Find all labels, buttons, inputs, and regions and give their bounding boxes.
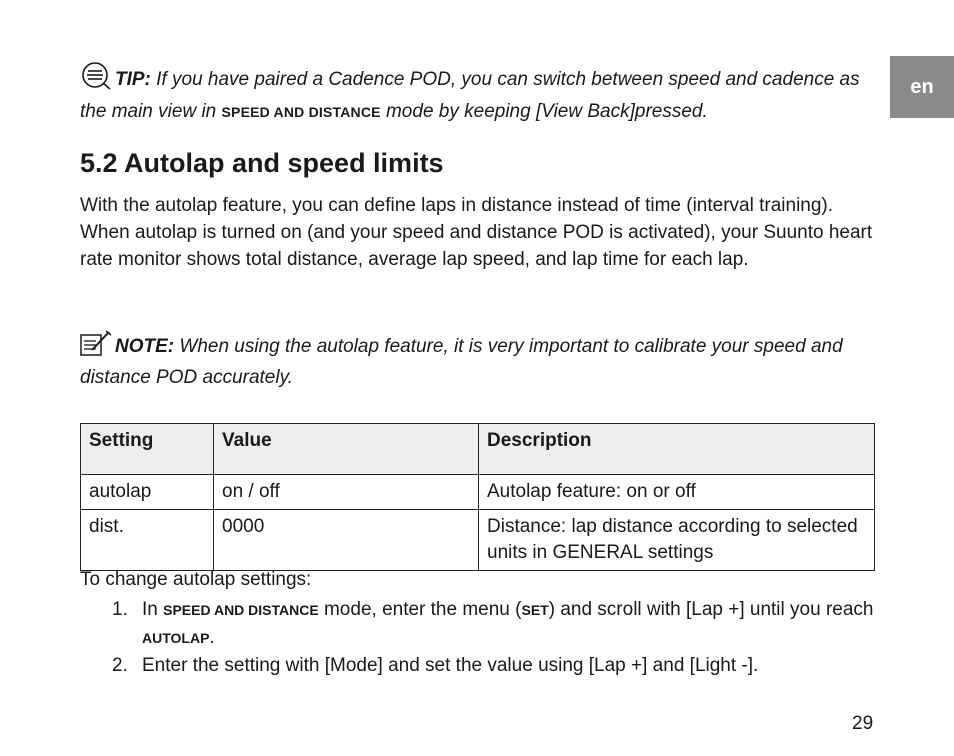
step-number: 2. bbox=[112, 655, 128, 676]
step-set-name: SET bbox=[521, 602, 549, 618]
table-row bbox=[81, 475, 875, 510]
step-mode-name: SPEED AND DISTANCE bbox=[163, 602, 319, 618]
change-settings-intro: To change autolap settings: bbox=[80, 569, 312, 590]
intro-paragraph: With the autolap feature, you can define laps in distance instead of time (interval training). When autolap is turned on (and your speed and distance POD is activated), your Suunto heart rate monitor shows total distance, average lap speed, and lap time for each lap. bbox=[80, 195, 873, 270]
table-header-row bbox=[81, 424, 875, 475]
note-text: When using the autolap feature, it is very important to calibrate your speed and distance POD accurately. bbox=[80, 336, 843, 388]
step-text: Enter the setting with [Mode] and set the value using [Lap +] and [Light -]. bbox=[142, 655, 759, 676]
note-box bbox=[80, 330, 880, 391]
list-item bbox=[80, 652, 880, 679]
steps-list bbox=[80, 596, 880, 679]
tip-text-2: mode by keeping [View Back]pressed. bbox=[380, 101, 708, 122]
page-number: 29 bbox=[852, 713, 874, 734]
column-header-description: Description bbox=[479, 424, 875, 475]
cell-description: Distance: lap distance according to selected units in GENERAL settings bbox=[479, 510, 875, 571]
cell-description: Autolap feature: on or off bbox=[479, 475, 875, 510]
cell-setting: dist. bbox=[81, 510, 214, 571]
cell-setting: autolap bbox=[81, 475, 214, 510]
tip-box bbox=[80, 62, 880, 126]
table-row bbox=[81, 510, 875, 571]
settings-table bbox=[80, 423, 875, 571]
list-item bbox=[80, 596, 880, 652]
cell-value: on / off bbox=[214, 475, 479, 510]
column-header-setting: Setting bbox=[81, 424, 214, 475]
tip-lead: TIP: bbox=[115, 69, 151, 90]
step-autolap-name: AUTOLAP bbox=[142, 630, 210, 646]
column-header-value: Value bbox=[214, 424, 479, 475]
tip-text-1: If you have paired a Cadence POD, you can switch between speed and cadence as the main view in bbox=[80, 69, 860, 122]
step-text: In SPEED AND DISTANCE mode, enter the menu (SET) and scroll with [Lap +] until you reach AUTOLAP. bbox=[142, 599, 874, 648]
cell-value: 0000 bbox=[214, 510, 479, 571]
language-tab: en bbox=[890, 56, 954, 118]
tip-icon bbox=[80, 62, 112, 98]
note-lead: NOTE: bbox=[115, 336, 175, 357]
step-number: 1. bbox=[112, 599, 128, 620]
section-heading: 5.2 Autolap and speed limits bbox=[80, 148, 444, 178]
note-icon bbox=[80, 330, 112, 364]
tip-mode-name: SPEED AND DISTANCE bbox=[221, 104, 381, 120]
